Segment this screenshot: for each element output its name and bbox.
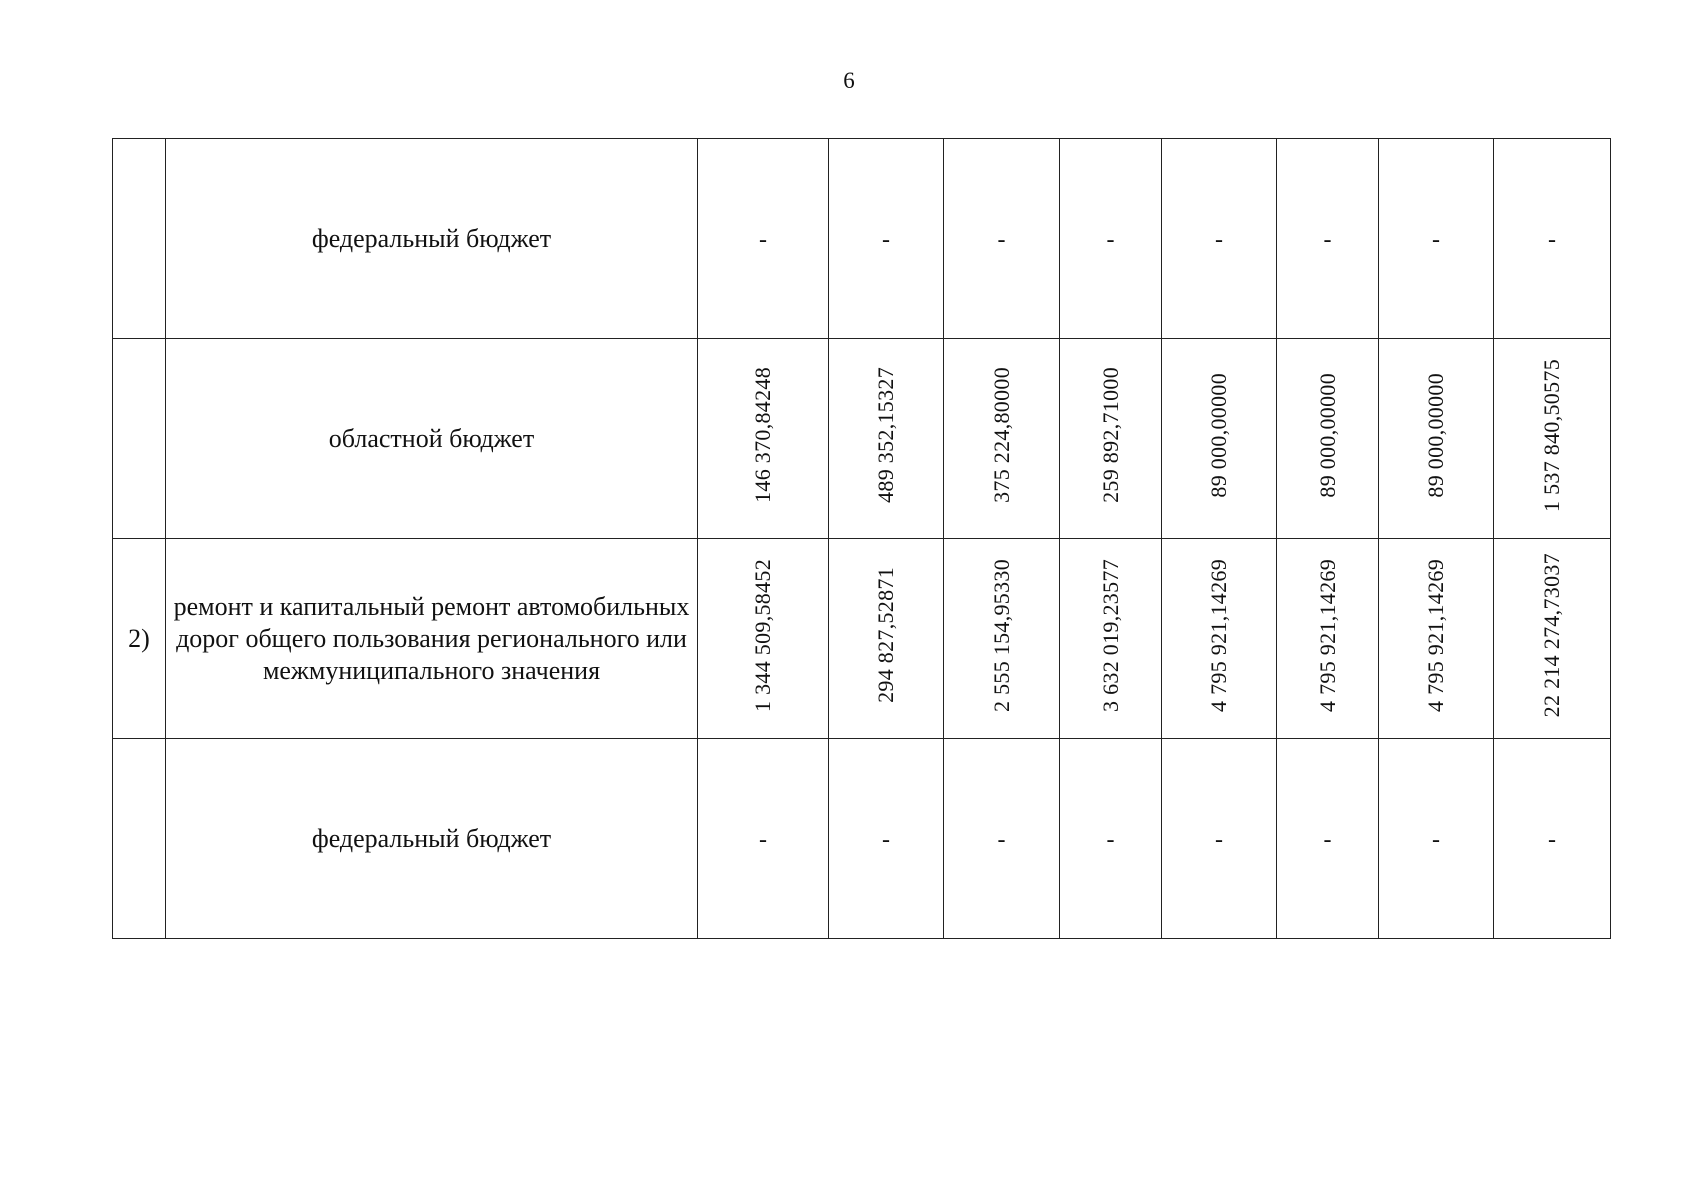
value-cell [698,739,829,939]
value-text: 294 827,52871 [873,567,898,703]
value-dash: - [1106,826,1115,853]
value-cell [1494,739,1611,939]
value-cell [1060,339,1162,539]
value-text: 89 000,00000 [1206,372,1231,498]
value-cell [698,139,829,339]
value-text: 2 555 154,95330 [988,558,1014,712]
value-cell [944,739,1060,939]
row-label: областной бюджет [166,339,698,539]
value-text: 4 795 921,14269 [1206,558,1231,712]
value-dash: - [759,826,767,853]
value-cell [944,339,1060,539]
value-cell [829,339,944,539]
row-number [113,339,166,539]
value-cell [1162,139,1277,339]
value-cell [1379,739,1494,939]
value-dash: - [759,226,767,253]
value-cell [1379,139,1494,339]
row-label: ремонт и капитальный ремонт автомобильных дорог общего пользования регионального или межмуниципального значения [166,539,698,739]
value-cell [1162,339,1277,539]
value-cell [829,539,944,739]
value-cell [944,539,1060,739]
row-number: 2) [113,539,166,739]
value-text: 1 537 840,50575 [1539,358,1564,512]
value-cell [1494,139,1611,339]
value-cell [1277,539,1379,739]
value-cell [1379,339,1494,539]
value-dash: - [1215,826,1223,853]
value-dash: - [882,826,890,853]
value-cell [1277,139,1379,339]
value-dash: - [1548,226,1556,253]
value-cell [1060,139,1162,339]
value-cell [1379,539,1494,739]
value-text: 89 000,00000 [1314,372,1340,498]
value-dash: - [882,226,890,253]
row-label: федеральный бюджет [166,739,698,939]
value-text: 3 632 019,23577 [1097,558,1123,712]
value-dash: - [997,826,1006,853]
value-dash: - [1432,226,1440,253]
value-text: 489 352,15327 [873,367,898,503]
value-dash: - [1548,826,1556,853]
value-cell [1060,739,1162,939]
value-cell [698,539,829,739]
table-row [113,339,1611,539]
value-text: 22 214 274,73037 [1539,552,1564,718]
value-dash: - [1432,826,1440,853]
value-cell [1162,739,1277,939]
value-dash: - [1215,226,1223,253]
table-row [113,139,1611,339]
value-cell [1060,539,1162,739]
value-cell [1277,339,1379,539]
budget-table [112,138,1611,939]
value-cell [1494,339,1611,539]
value-text: 4 795 921,14269 [1314,558,1340,712]
value-text: 1 344 509,58452 [750,558,775,712]
value-dash: - [997,226,1006,253]
value-cell [1277,739,1379,939]
value-text: 4 795 921,14269 [1423,558,1448,712]
row-label: федеральный бюджет [166,139,698,339]
value-cell [829,139,944,339]
value-cell [698,339,829,539]
value-cell [1162,539,1277,739]
value-text: 146 370,84248 [750,367,775,503]
value-dash: - [1323,226,1332,253]
page-number: 6 [843,68,855,93]
value-cell [829,739,944,939]
row-number [113,739,166,939]
value-cell [1494,539,1611,739]
value-dash: - [1323,826,1332,853]
value-dash: - [1106,226,1115,253]
value-text: 259 892,71000 [1097,367,1123,503]
row-number [113,139,166,339]
value-text: 375 224,80000 [988,367,1014,503]
table-row [113,739,1611,939]
value-text: 89 000,00000 [1423,372,1448,498]
value-cell [944,139,1060,339]
table-row [113,539,1611,739]
